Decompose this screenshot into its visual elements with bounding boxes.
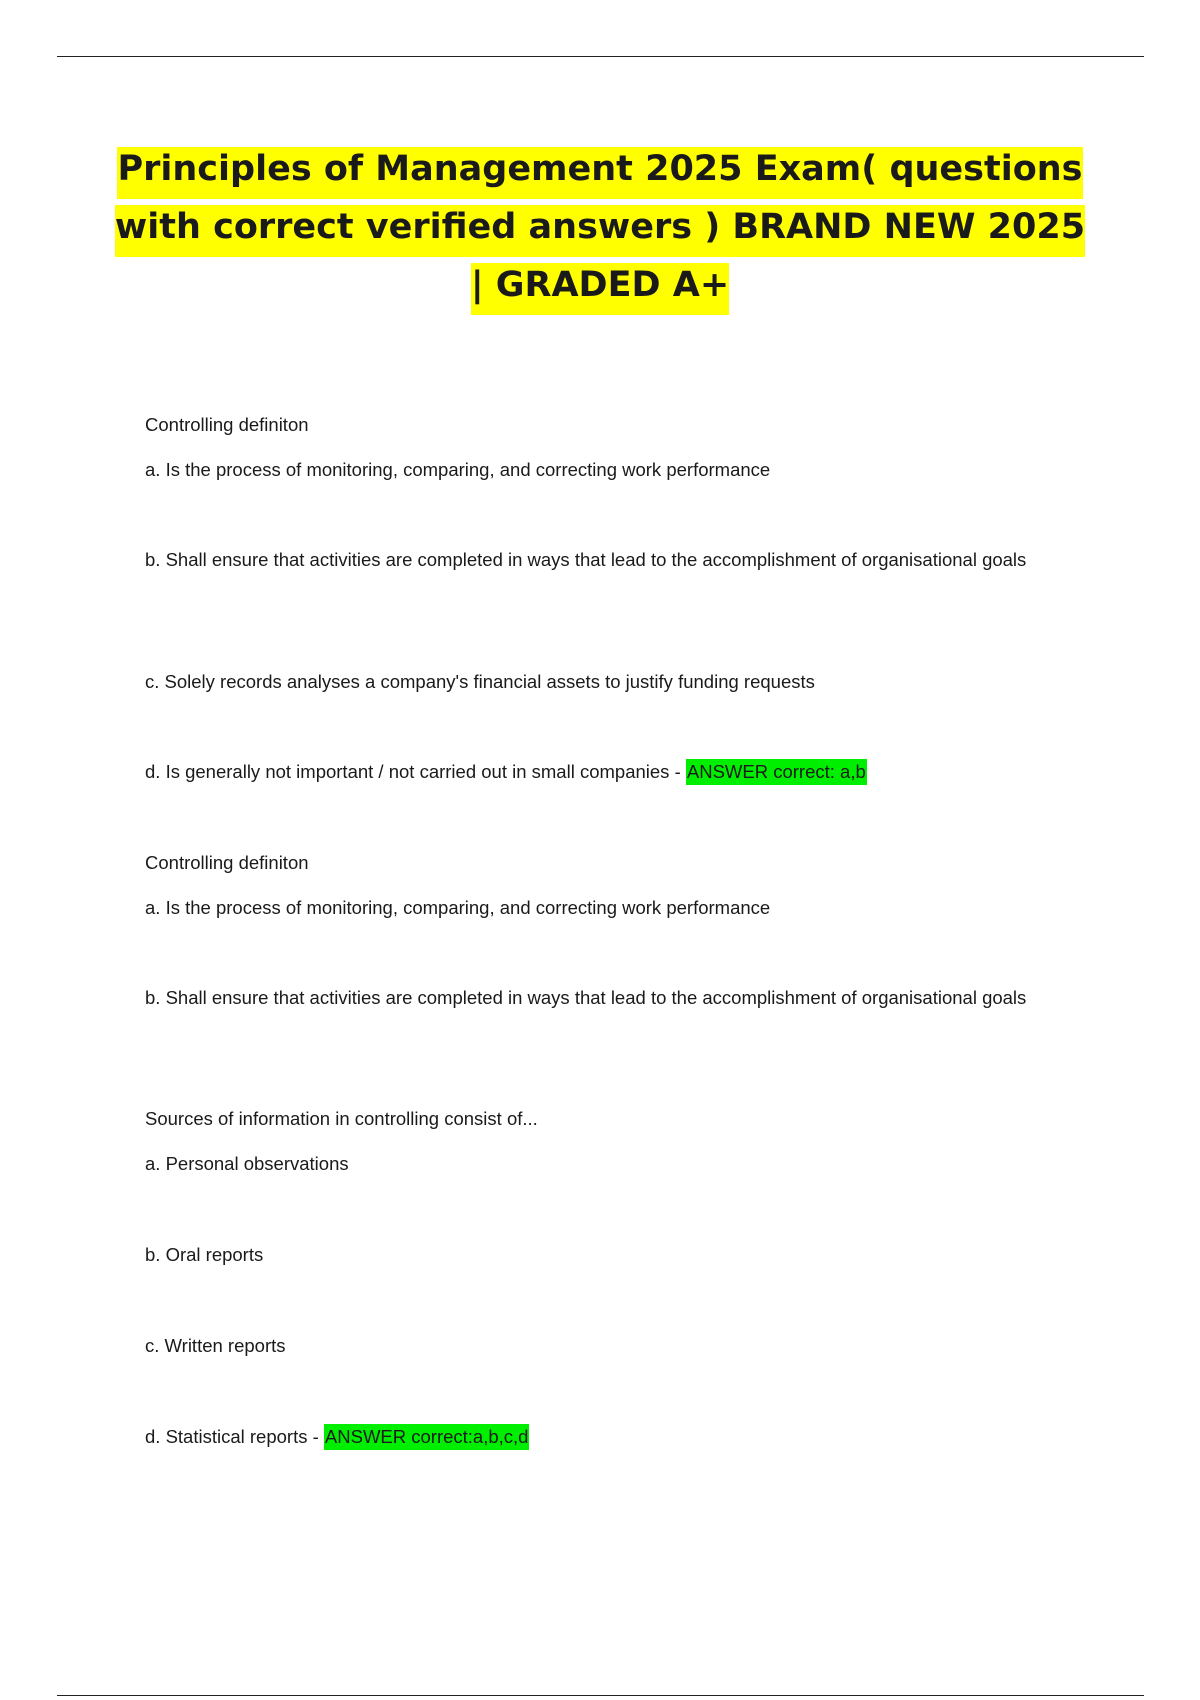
- question-prompt: Controlling definiton: [145, 414, 309, 435]
- title-highlight: Principles of Management 2025 Exam( questions: [117, 147, 1082, 199]
- title-highlight: | GRADED A+: [471, 263, 729, 315]
- answer-highlight: ANSWER correct: a,b: [686, 759, 867, 785]
- question-prompt: Controlling definiton: [145, 852, 309, 873]
- option-d: d. Is generally not important / not carried out in small companies -: [145, 761, 686, 782]
- title-line-1: [60, 140, 1140, 198]
- answer-highlight: ANSWER correct:a,b,c,d: [324, 1424, 530, 1450]
- option-a: a. Is the process of monitoring, comparing, and correcting work performance: [145, 897, 771, 918]
- title-highlight: with correct verified answers ) BRAND NEW 2025: [115, 205, 1085, 257]
- option-d-line: [145, 757, 1075, 787]
- header-rule: [57, 56, 1144, 57]
- footer-rule: [57, 1695, 1144, 1696]
- document-title: [60, 140, 1140, 314]
- option-c: c. Solely records analyses a company's financial assets to justify funding requests: [145, 671, 815, 692]
- option-b: b. Oral reports: [145, 1244, 264, 1265]
- option-d: d. Statistical reports -: [145, 1426, 324, 1447]
- option-a: a. Is the process of monitoring, comparing, and correcting work performance: [145, 459, 771, 480]
- title-line-2: [60, 198, 1140, 256]
- option-b: b. Shall ensure that activities are completed in ways that lead to the accomplishment of organisational goals: [145, 987, 1027, 1008]
- option-c: c. Written reports: [145, 1335, 286, 1356]
- option-d-line: [145, 1422, 1075, 1452]
- question-prompt: Sources of information in controlling consist of...: [145, 1108, 538, 1129]
- title-line-3: [60, 256, 1140, 314]
- option-b: b. Shall ensure that activities are completed in ways that lead to the accomplishment of organisational goals: [145, 549, 1027, 570]
- option-a: a. Personal observations: [145, 1153, 349, 1174]
